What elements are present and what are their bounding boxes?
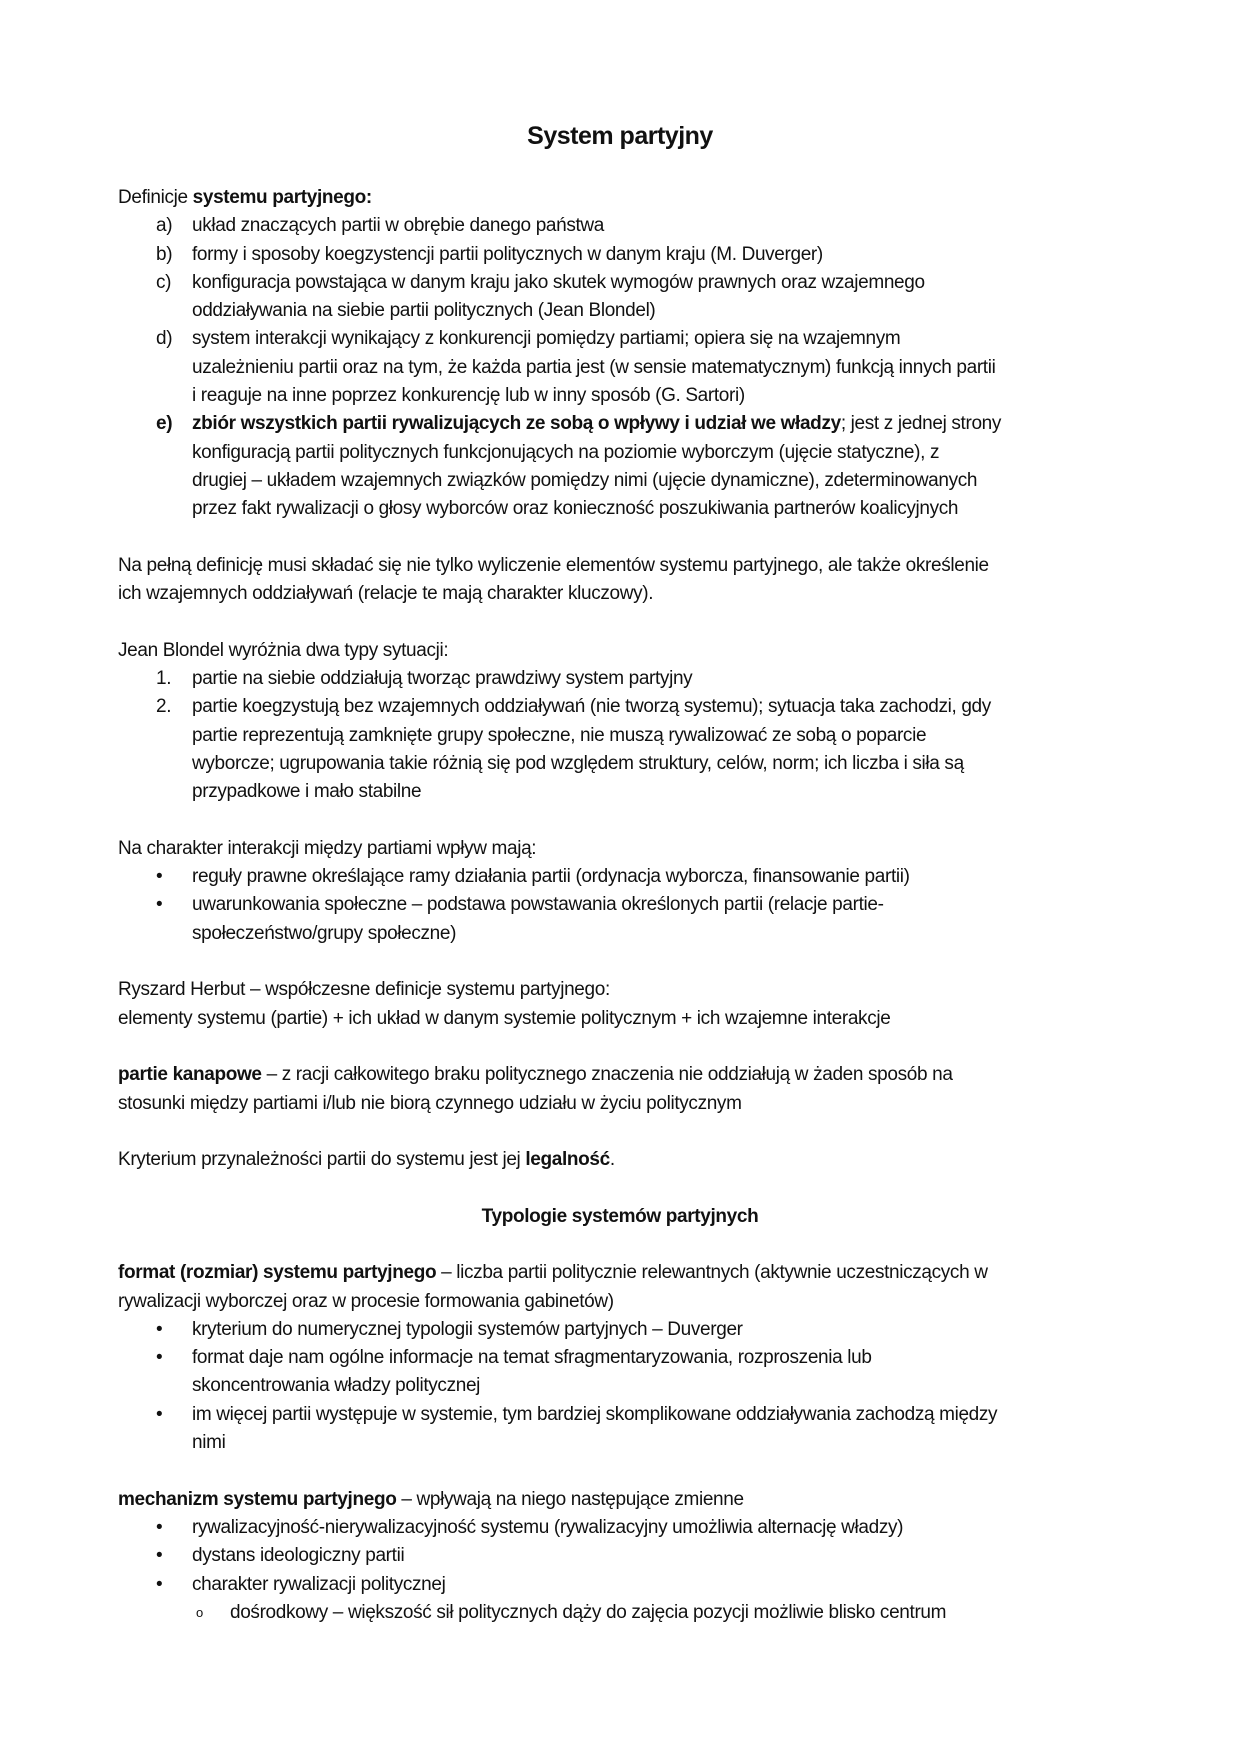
text: nimi — [192, 1432, 226, 1454]
text: kryterium do numerycznej typologii systemów partyjnych – Duverger — [192, 1318, 743, 1340]
text: konfiguracja powstająca w danym kraju jako skutek wymogów prawnych oraz wzajemnego — [192, 271, 925, 293]
bold-text: systemu partyjnego: — [192, 187, 372, 208]
list-item-e — [118, 410, 1128, 523]
text: rywalizacji wyborczej oraz w procesie formowania gabinetów) — [118, 1290, 614, 1312]
text: format daje nam ogólne informacje na temat sfragmentaryzowania, rozproszenia lub — [192, 1347, 872, 1369]
text: rywalizacyjność-nierywalizacyjność systemu (rywalizacyjny umożliwia alternację władzy) — [192, 1516, 904, 1538]
text: charakter rywalizacji politycznej — [192, 1573, 446, 1595]
list-marker: d) — [156, 328, 173, 350]
text: wyborcze; ugrupowania takie różnią się pod względem struktury, celów, norm; ich liczba i siła są — [192, 752, 964, 774]
interaction-intro: Na charakter interakcji między partiami wpływ mają: — [118, 837, 537, 859]
bold-text: legalność — [525, 1149, 610, 1171]
paragraph-line: Na pełną definicję musi składać się nie tylko wyliczenie elementów systemu partyjnego, ale także określenie — [118, 554, 989, 576]
text: – z racji całkowitego braku politycznego znaczenia nie oddziałują w żaden sposób na — [261, 1064, 953, 1086]
document-title: System partyjny — [527, 122, 713, 150]
text: drugiej – układem wzajemnych związków pomiędzy nimi (ujęcie dynamiczne), zdeterminowanych — [192, 469, 978, 491]
bold-text: mechanizm systemu partyjnego — [118, 1488, 397, 1510]
bold-text: partie kanapowe — [118, 1064, 262, 1086]
bullet-icon: • — [156, 1573, 163, 1595]
list-item-b — [118, 241, 1128, 269]
text: układ znaczących partii w obrębie danego państwa — [192, 215, 605, 237]
text: reguły prawne określające ramy działania partii (ordynacja wyborcza, finansowanie partii) — [192, 866, 910, 888]
text: uwarunkowania społeczne – podstawa powstawania określonych partii (relacje partie- — [192, 894, 884, 916]
list-item-d — [118, 325, 1128, 410]
paragraph-line: elementy systemu (partie) + ich układ w danym systemie politycznym + ich wzajemne interakcje — [118, 1007, 891, 1029]
text: ; jest z jednej strony — [840, 413, 1002, 435]
paragraph-line: Ryszard Herbut – współczesne definicje systemu partyjnego: — [118, 979, 610, 1001]
text: formy i sposoby koegzystencji partii politycznych w danym kraju (M. Duverger) — [192, 243, 823, 265]
list-marker: a) — [156, 215, 173, 237]
bold-text: format (rozmiar) systemu partyjnego — [118, 1262, 437, 1284]
text: stosunki między partiami i/lub nie biorą czynnego udziału w życiu politycznym — [118, 1092, 742, 1114]
blondel-intro: Jean Blondel wyróżnia dwa typy sytuacji: — [118, 639, 449, 661]
bullet-icon: • — [156, 1516, 163, 1538]
text: Definicje — [118, 187, 193, 208]
bullet-icon: • — [156, 1347, 163, 1369]
list-marker: e) — [156, 413, 173, 435]
text: partie na siebie oddziałują tworząc prawdziwy system partyjny — [192, 668, 693, 690]
document-body — [118, 184, 1128, 1627]
text: partie koegzystują bez wzajemnych oddziaływań (nie tworzą systemu); sytuacja taka zachodzi, gdy — [192, 696, 991, 718]
criterion-line — [118, 1146, 1128, 1174]
list-marker: 1. — [156, 668, 172, 690]
list-marker: b) — [156, 243, 173, 265]
text: i reaguje na inne poprzez konkurencję lub w inny sposób (G. Sartori) — [192, 385, 745, 407]
text: im więcej partii występuje w systemie, tym bardziej skomplikowane oddziaływania zachodzą między — [192, 1403, 998, 1425]
paragraph-line: ich wzajemnych oddziaływań (relacje te mają charakter kluczowy). — [118, 583, 654, 605]
bullet-icon: • — [156, 894, 163, 916]
text: partie reprezentują zamknięte grupy społeczne, nie muszą rywalizować ze sobą o poparcie — [192, 724, 927, 746]
text: przez fakt rywalizacji o głosy wyborców oraz konieczność poszukiwania partnerów koalicyjnych — [192, 498, 959, 520]
bold-text: zbiór wszystkich partii rywalizujących ze sobą o wpływy i udział we władzy — [192, 413, 841, 435]
text: system interakcji wynikający z konkurencji pomiędzy partiami; opiera się na wzajemnym — [192, 328, 901, 350]
text: przypadkowe i mało stabilne — [192, 781, 422, 803]
text: dystans ideologiczny partii — [192, 1545, 405, 1567]
text: skoncentrowania władzy politycznej — [192, 1375, 481, 1397]
text: konfiguracją partii politycznych funkcjonujących na poziomie wyborczym (ujęcie statyczne), z — [192, 441, 940, 463]
definitions-heading — [118, 184, 1128, 212]
text: – wpływają na niego następujące zmienne — [396, 1488, 744, 1510]
text: – liczba partii politycznie relewantnych (aktywnie uczestniczących w — [436, 1262, 988, 1284]
list-marker: c) — [156, 271, 172, 293]
section-heading: Typologie systemów partyjnych — [481, 1205, 759, 1227]
text: społeczeństwo/grupy społeczne) — [192, 922, 457, 944]
bullet-icon: • — [156, 1318, 163, 1340]
list-item-c — [118, 269, 1128, 326]
text: oddziaływania na siebie partii politycznych (Jean Blondel) — [192, 300, 656, 322]
text: dośrodkowy – większość sił politycznych dąży do zajęcia pozycji możliwie blisko centrum — [230, 1601, 947, 1623]
text: uzależnieniu partii oraz na tym, że każda partia jest (w sensie matematycznym) funkcją innych partii — [192, 356, 996, 378]
text: . — [609, 1149, 615, 1171]
bullet-icon: • — [156, 1403, 163, 1425]
bullet-icon: • — [156, 1545, 163, 1567]
circle-bullet-icon: o — [196, 1604, 203, 1620]
list-item-a — [118, 212, 1128, 240]
bullet-icon: • — [156, 866, 163, 888]
text: Kryterium przynależności partii do systemu jest jej — [118, 1149, 526, 1171]
list-marker: 2. — [156, 696, 172, 718]
